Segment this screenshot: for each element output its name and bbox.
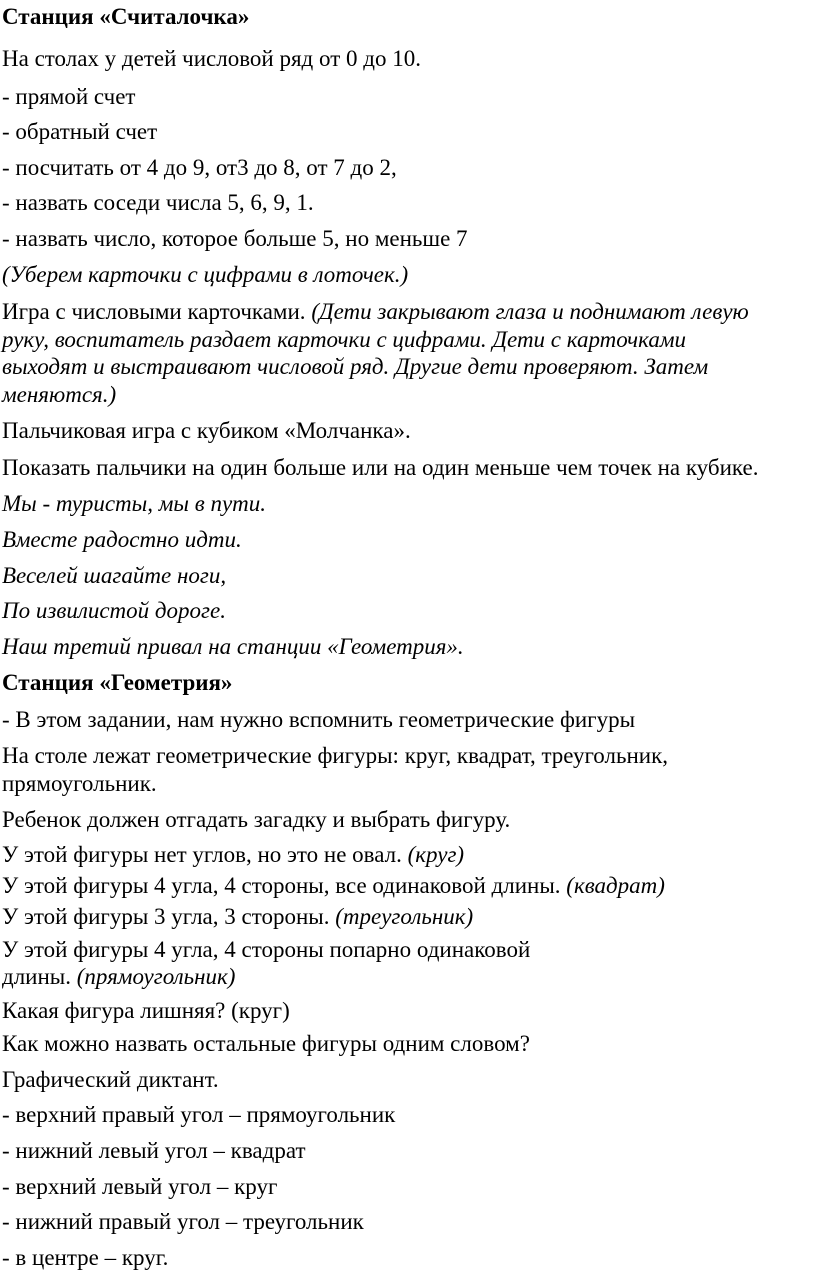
poem-line: Мы - туристы, мы в пути. [2, 491, 267, 516]
game-intro: Игра с числовыми карточками. [2, 299, 312, 324]
question-line: Как можно назвать остальные фигуры одним словом? [2, 1031, 530, 1056]
list-item: - назвать соседи числа 5, 6, 9, 1. [2, 190, 314, 215]
riddle-line: У этой фигуры 3 угла, 3 стороны. (треугольник) [2, 904, 474, 929]
list-item: - нижний правый угол – треугольник [2, 1209, 364, 1234]
finger-game-title: Пальчиковая игра с кубиком «Молчанка». [2, 418, 411, 443]
poem-line: По извилистой дороге. [2, 598, 226, 623]
note-cards: (Уберем карточки с цифрами в лоточек.) [2, 262, 409, 287]
riddle-line: длины. (прямоугольник) [2, 964, 236, 989]
station1-title: Станция «Считалочка» [2, 4, 250, 29]
poem-line: Наш третий привал на станции «Геометрия». [2, 634, 464, 659]
list-item: - посчитать от 4 до 9, от3 до 8, от 7 до 2, [2, 155, 397, 180]
riddle-line: У этой фигуры 4 угла, 4 стороны попарно одинаковой [2, 937, 531, 962]
list-item: - прямой счет [2, 84, 136, 109]
finger-game-task: Показать пальчики на один больше или на один меньше чем точек на кубике. [2, 455, 759, 480]
riddle-line: У этой фигуры 4 угла, 4 стороны, все одинаковой длины. (квадрат) [2, 873, 665, 898]
game-note: (Дети закрывают глаза и поднимают левую [311, 299, 749, 324]
poem-line: Вместе радостно идти. [2, 527, 242, 552]
riddle-answer: (прямоугольник) [76, 964, 236, 989]
poem-line: Веселей шагайте ноги, [2, 563, 227, 588]
list-item: - верхний левый угол – круг [2, 1174, 278, 1199]
station2-title: Станция «Геометрия» [2, 670, 233, 695]
list-item: - в центре – круг. [2, 1245, 169, 1270]
geometry-intro: - В этом задании, нам нужно вспомнить геометрические фигуры [2, 707, 636, 732]
geometry-shapes: На столе лежат геометрические фигуры: круг, квадрат, треугольник, [2, 743, 669, 768]
question-line: Какая фигура лишняя? (круг) [2, 998, 290, 1023]
geometry-shapes: прямоугольник. [2, 771, 157, 796]
game-note: руку, воспитатель раздает карточки с цифрами. Дети с карточками [2, 327, 687, 352]
game-paragraph [2, 299, 749, 325]
dictation-title: Графический диктант. [2, 1067, 219, 1092]
riddle-answer: (круг) [407, 842, 465, 867]
game-note: меняются.) [2, 382, 117, 407]
list-item: - назвать число, которое больше 5, но меньше 7 [2, 226, 468, 251]
riddle-answer: (треугольник) [335, 904, 474, 929]
list-item: - верхний правый угол – прямоугольник [2, 1102, 396, 1127]
list-item: - нижний левый угол – квадрат [2, 1138, 306, 1163]
geometry-task: Ребенок должен отгадать загадку и выбрать фигуру. [2, 807, 511, 832]
riddle-answer: (квадрат) [566, 873, 665, 898]
riddle-line: У этой фигуры нет углов, но это не овал. (круг) [2, 842, 465, 867]
game-note: выходят и выстраивают числовой ряд. Другие дети проверяют. Затем [2, 354, 709, 379]
paragraph-number-line: На столах у детей числовой ряд от 0 до 10. [2, 46, 421, 71]
list-item: - обратный счет [2, 119, 158, 144]
